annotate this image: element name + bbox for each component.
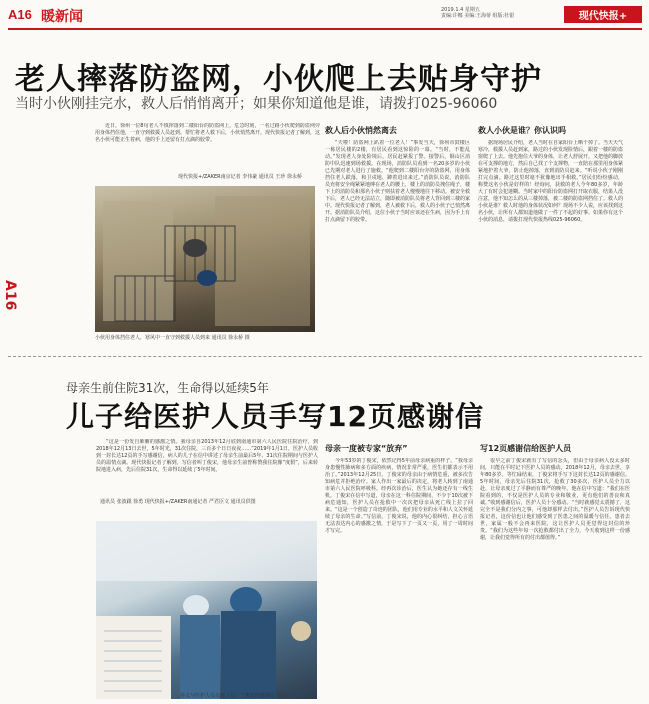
story2-photo <box>96 521 317 699</box>
issue-date: 2019.1.4 星期五 <box>441 7 480 13</box>
story1-photo <box>95 186 315 332</box>
story1-col2-text: 据现场居民介绍，老人当时在自家阳台上晒干掉了。当天天气寒冷，救援人员赶到家，路过的小伙发现险情后，跟着一楼的防盗窗爬了上去。他先抱住大爷的身体，让老人舒展开。又把他的脚放在可支撑的地方，然后自己找了个支撑物，一直陪在那里用身体紧紧地护着大爷，防止他掉落，直到消防员赶来。“听说小伙子刚刚打完点滴。路过这里时毫不犹豫地出手相救。”居民们纷纷感动，称赞这名小伙是好样的！经询问，获救的老人今年80多岁，年龄大了有时会犯迷糊。当时家中的阳台防盗网打开取衣服，结果人没注意，他不知怎么的从三楼掉落，被二楼的防盗网挡住了。救人的小伙是谁？救人时他的身体状况如何？现场不少人说，应该找到这名小伙，让所有人都知道他做了一件了不起的好事。如果你有这个小伙的消息，请拨打现代快报热线025-96060。 <box>478 140 623 223</box>
side-mark: A16 <box>2 280 18 311</box>
story1-photo-caption: 小伙用身体挡住老人，寒风中一直守到救援人员到来 通讯员 徐永桥 摄 <box>95 335 250 341</box>
hospital-scene-illustration <box>96 521 317 699</box>
story2-headline: 儿子给医护人员手写12页感谢信 <box>66 400 484 433</box>
story1-col1-text: “天啦！防盗网上趴着一位老人！”事发当天，徐州市鼓楼区一栋居民楼的2楼，有居民看到这惊险的一幕。“当时，不能乱动。”发现老人身处险境后，居民赶紧报了警。接警后，铜山区消防中队迅速到场救援。在现场，消防队员看到一名20多岁的小伙已先期对老人进行了施救。“他爬到二楼阳台旁的防盗网，用身体挡住老人跌落，和卫戍地、蹲着进出来过。”消防队员说。消防队员充将安全绳紧紧地缚在老人的腰上，楼上的消防员拽住绳子，楼下上的消防员和那名小伙子则扶着老人慢慢地往下移动。被安全救下后，老人已经无法站立，随即被消防队员将老人背回到三楼的家中。现代快报记者了解到，老人被救下后，救人的小伙子已悄然离开。据消防队员介绍，这位小伙子当时应该还在生病，因为手上有打点滴留下的胶带。 <box>325 140 470 223</box>
brand-logo: 现代快报+ <box>564 6 642 23</box>
story1-col1-title: 救人后小伙悄然离去 <box>325 126 397 135</box>
story2-photo-caption: 孙义与医护人员交流（左）丁俊宋的感谢信（右） <box>180 693 291 699</box>
dateline <box>441 7 561 19</box>
section-title: 暖新闻 <box>41 9 83 25</box>
editors-credit: 责编:许娜 美编:王海蒂 组版:杜银 <box>441 13 515 19</box>
story1-headline: 老人摔落防盗网，小伙爬上去贴身守护 <box>15 62 542 97</box>
story2-byline: 通讯员 张波跟 徐勇 现代快报+/ZAKER南通记者 严君臣文 通讯员供图 <box>100 499 256 505</box>
story1-col2-title: 救人小伙是谁？你认识吗 <box>478 126 566 135</box>
story2-col2-title: 写12页感谢信给医护人员 <box>480 444 572 453</box>
story2-col1-title: 母亲一度被专家“放弃” <box>325 444 408 453</box>
rescue-scene-illustration <box>95 186 315 332</box>
story1-lead: 近日，徐州一位8旬老人不慎摔落到二楼阳台的防盗网上，危急时刻，一名过路小伙爬到防盗网旁用身体挡住他，一直守到救援人员赶到。帮忙将老人救下后，小伙悄然离开。现代快报记者了解到，这名小伙可能正生着病，他的手上还留有打点滴的胶带。 <box>95 123 320 143</box>
story2-kicker: 母亲生前住院31次，生命得以延续5年 <box>66 381 269 395</box>
page-header <box>0 0 649 26</box>
story2-col2-text: 很早之前丁俊宋就有了写信的念头，但由于母亲病人没太多时间，只能在平时记下医护人员的感动。2018年12月，母亲去世，享年80多岁。等忙碌结束，丁俊宋将手写下这封长达12页的感谢信。5年时间，母亲先后住院31次，抢救了30多次，医护人员全力以赴，让母亲度过了平静而有尊严的晚年。他在信中写道：“我们在医院看到的，不仅是医护人员的专业和敬业，更有他们的善良和真诚。”收到感谢信后，医护人员十分感动。“当时就感觉太震撼了，这完全不是我们分内之事，可他却那样去付出。”医护人员告诉现代快报记者，这份信也让他们感受到了医患之间的温暖与信任。患者去世，家属一般不会再来医院，这让医护人员更觉得这封信的珍贵。“我们为这些年每一次抢救都付出了全力，今天收到这样一份感谢，让我们觉得所有的付出都值得。” <box>480 458 630 541</box>
story2-lead: “这是一份发自肺腑的感激之情。我母亲自2013年12月底到南通市第六人民医院住院治疗，到2018年12月13日去世，5年时光，31次住院，三百多个日日夜夜……”2019年1月1日，医护人员收到一封长达12页的手写感谢信，病人的儿子在信中讲述了母亲生前最后5年、31次住院期间与医护人员的温情点滴。现代快报记者了解到，写信者叫丁俊宋，他母亲生前曾称赞我住院像“度假”，后来转院地进入病，先后住院31次，生命得以延续了5年时间。 <box>96 439 318 473</box>
page-number: A16 <box>8 7 32 22</box>
section-divider <box>8 356 642 357</box>
story1-byline: 现代快报+/ZAKER南京记者 李伟豪 通讯员 王珍 徐永桥 <box>178 174 302 180</box>
story1-subhead: 当时小伙刚挂完水，救人后悄悄离开；如果你知道他是谁，请拨打025-96060 <box>15 96 498 112</box>
story2-col1-text: 今年53岁的丁俊宋，依然记得5年前母亲病重的样子。“我母亲身患慢性肺病和多方面的疾病，情况非常严重，医生们都表示不用治了。”2013年12月25日，丁俊宋的母亲由于病情危重，被多次告知病危并拒绝治疗。家人作出一家最后的决定，将老人转到了南通市第六人民医院呼吸科。经再次诊治后，医生认为她还存有一线生机。丁俊宋在信中写道，母亲在这一科住院期间，不少于10次被下病危通知，医护人员在抢救中一次次把母亲从死亡线上拉了回来。“这是一个创造了奇迹的团队，他们用专业的水平和人文关怀延续了母亲的生命。”写信前，丁俊宋说，他的内心很纠结，担心言语无法表达内心的感激之情，于是写下了一页又一页，用了一周时间才写完。 <box>325 458 473 534</box>
header-rule <box>8 28 642 30</box>
